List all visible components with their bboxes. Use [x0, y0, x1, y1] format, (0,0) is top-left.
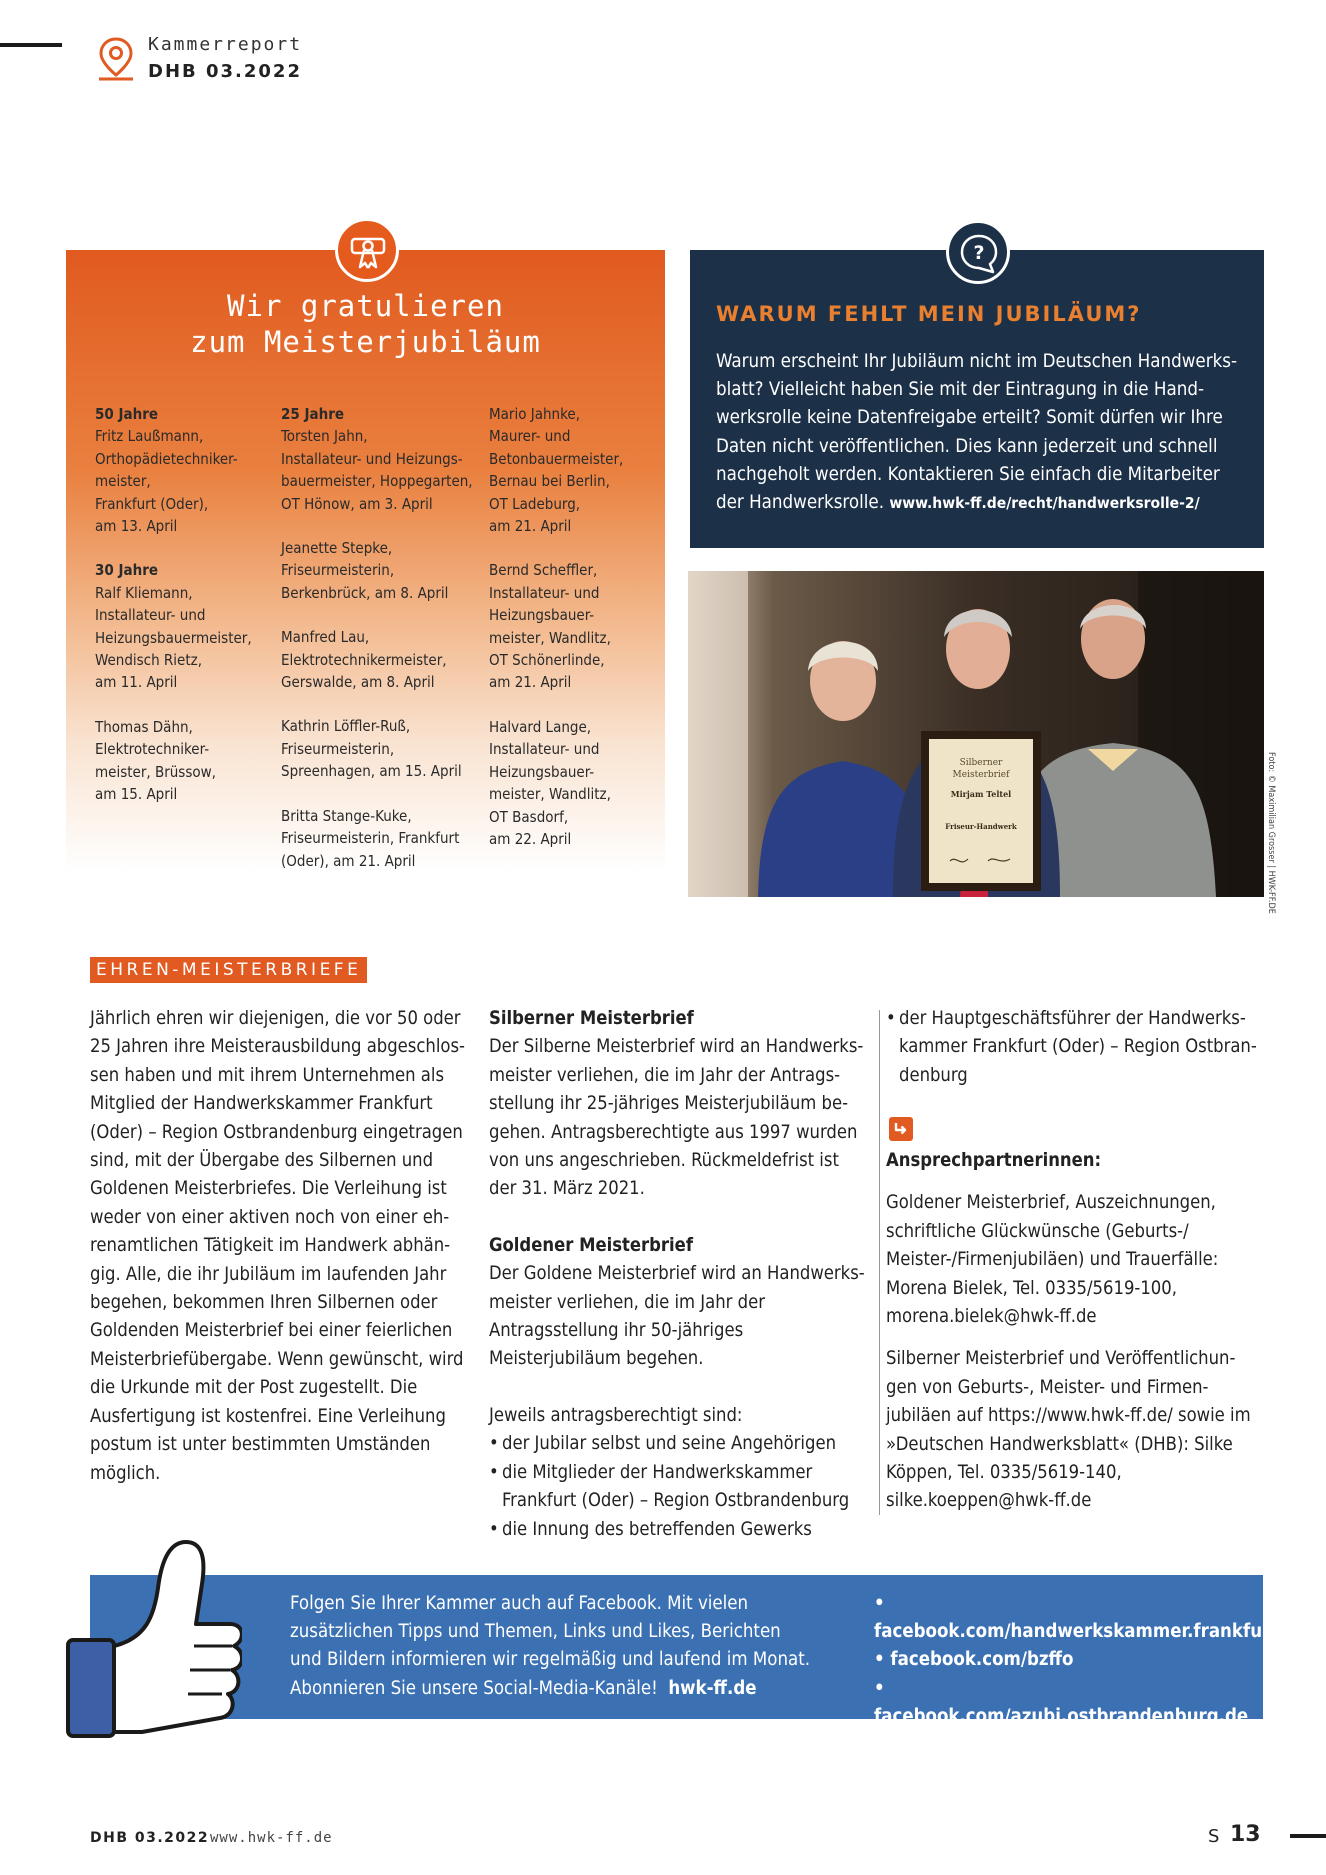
header-kicker: Kammerreport — [148, 34, 303, 55]
award-ceremony-illustration — [688, 571, 1264, 897]
jubilee-column-1 — [95, 403, 295, 828]
intro-column — [90, 1005, 470, 1488]
jubilee-column-3 — [489, 403, 689, 872]
photo-credit: Foto: © Maximilian Grosser | HWK-FF.DE — [1266, 752, 1276, 914]
jubilee-entry: Mario Jahnke, Maurer- und Betonbauermeister, Bernau bei Berlin, OT Ladeburg, am 21. April — [489, 405, 624, 536]
congrats-badge — [335, 218, 399, 282]
certificate-name: Mirjam Teltel — [950, 789, 1012, 799]
jubilee-entry: 25 Jahre Torsten Jahn, Installateur- und Heizungs- bauermeister, Hoppegarten, OT Hönow, am 3. April — [281, 405, 473, 513]
eligible-item: • die Innung des betreffenden Gewerks — [489, 1518, 812, 1540]
question-bubble-icon — [957, 231, 1001, 275]
gold-heading: Goldener Meisterbrief — [489, 1234, 693, 1256]
congrats-title: Wir gratulieren zum Meisterjubiläum — [190, 289, 541, 359]
jubilee-entry: Britta Stange-Kuke, Friseurmeisterin, Frankfurt (Oder), am 21. April — [281, 806, 460, 870]
section-label: EHREN-MEISTERBRIEFE — [90, 957, 367, 983]
contact-bielek: Goldener Meisterbrief, Auszeichnungen, schriftliche Glückwünsche (Geburts-/ Meister-/Firmenjubiläen) und Trauerfälle: Morena Bielek, Tel. 0335/5619-100, morena.bielek@hwk-ff.de — [886, 1192, 1219, 1328]
eligible-item: • die Mitglieder der Handwerkskammer Frankfurt (Oder) – Region Ostbrandenburg — [489, 1461, 850, 1512]
facebook-links — [874, 1590, 1279, 1731]
eligible-intro: Jeweils antragsberechtigt sind: — [489, 1404, 743, 1426]
arrow-icon — [889, 1117, 913, 1141]
intro-text: Jährlich ehren wir diejenigen, die vor 50 oder 25 Jahren ihre Meisterausbildung abgeschlossen haben und mit ihrem Unternehmen als Mitglied der Handwerkskammer Frankfurt (Oder) – Region Ostbrandenburg eingetragen sind, mit der Übergabe des Silbernen und Goldenen Meisterbriefes. Die Verleihung ist weder von einer aktiven noch von einer ehrenamtlichen Tätigkeit im Handwerk abhängig. Alle, die ihr Jubiläum im laufenden Jahr begehen, bekommen Ihren Silbernen oder Goldenden Meisterbrief bei einer feierlichen Meisterbriefübergabe. Wenn gewünscht, wird die Urkunde mit der Post zugestellt. Die Ausfertigung ist kostenfrei. Eine Verleihung postum ist unter bestimmten Umständen möglich. — [90, 1008, 465, 1484]
ribbon-icon — [348, 231, 388, 271]
contacts-block — [886, 1147, 1258, 1516]
faq-badge — [946, 220, 1010, 284]
eligible-item: • der Hauptgeschäftsführer der Handwerkskammer Frankfurt (Oder) – Region Ostbrandenburg — [886, 1008, 1257, 1086]
footer-page-prefix: S — [1208, 1826, 1220, 1847]
jubilee-entry: Thomas Dähn, Elektrotechniker- meister, Brüssow, am 15. April — [95, 717, 216, 804]
jubilee-entry: Halvard Lange, Installateur- und Heizungsbauer- meister, Wandlitz, OT Basdorf, am 22. April — [489, 717, 611, 848]
footer-issue: DHB 03.2022 — [90, 1830, 210, 1846]
facebook-text: Folgen Sie Ihrer Kammer auch auf Facebook. Mit vielen zusätzlichen Tipps und Themen, Links und Likes, Berichten und Bildern informieren wir regelmäßig und laufend im Monat. Abonnieren Sie unsere Social-Media-Kanäle! hwk-ff.de — [290, 1593, 811, 1699]
column-divider — [879, 1010, 880, 1515]
eligible-item: • der Jubilar selbst und seine Angehörigen — [489, 1433, 836, 1455]
jubilee-column-2 — [281, 403, 481, 894]
jubilee-entry: Kathrin Löffler-Ruß, Friseurmeisterin, Spreenhagen, am 15. April — [281, 717, 462, 781]
faq-text: Warum erscheint Ihr Jubiläum nicht im Deutschen Handwerksblatt? Vielleicht haben Sie mit der Eintragung in die Handwerksrolle keine Datenfreigabe erteilt? Somit dürfen wir Ihre Daten nicht veröffentlichen. Dies kann jederzeit und schnell nachgeholt werden. Kontaktieren Sie einfach die Mitarbeiter der Handwerksrolle. www.hwk-ff.de/recht/handwerksrolle-2/ — [716, 351, 1238, 514]
svg-text:?: ? — [973, 242, 985, 264]
certificate-title-1: Silberner — [959, 758, 1003, 768]
location-pin-icon — [96, 36, 136, 82]
header-rule — [0, 43, 62, 47]
jubilee-entry: 30 Jahre Ralf Kliemann, Installateur- und Heizungsbauermeister, Wendisch Rietz, am 11. April — [95, 561, 252, 692]
jubilee-entry: Jeanette Stepke, Friseurmeisterin, Berkenbrück, am 8. April — [281, 539, 449, 602]
facebook-link[interactable]: • facebook.com/bzffo — [874, 1649, 1074, 1671]
facebook-link[interactable]: • facebook.com/azubi.ostbrandenburg.de — [874, 1677, 1249, 1727]
footer-page-number: 13 — [1230, 1822, 1261, 1847]
silver-text: Der Silberne Meisterbrief wird an Handwerksmeister verliehen, die im Jahr der Antragsstellung ihr 25-jähriges Meisterjubiläum begehen. Antragsberechtigte aus 1997 wurden von uns angeschrieben. Rückmeldefrist ist der 31. März 2021. — [489, 1036, 864, 1200]
jubilee-entry: Bernd Scheffler, Installateur- und Heizungsbauer- meister, Wandlitz, OT Schönerlinde, am 21. April — [489, 561, 611, 692]
footer-rule — [1290, 1834, 1326, 1838]
header-issue: DHB 03.2022 — [148, 61, 302, 82]
handwerksrolle-link[interactable]: www.hwk-ff.de/recht/handwerksrolle-2/ — [889, 494, 1200, 513]
thumbs-up-icon — [62, 1528, 242, 1740]
middle-column — [489, 1005, 867, 1544]
gold-text: Der Goldene Meisterbrief wird an Handwerksmeister verliehen, die im Jahr der Antragsstellung ihr 50-jähriges Meisterjubiläum begehen. — [489, 1263, 865, 1370]
contact-koeppen: Silberner Meisterbrief und Veröffentlichungen von Geburts-, Meister- und Firmenjubiläen auf https://www.hwk-ff.de/ sowie im »Deutschen Handwerksblatt« (DHB): Silke Köppen, Tel. 0335/5619-140, silke.koeppen@hwk-ff.de — [886, 1348, 1251, 1512]
footer-url[interactable]: www.hwk-ff.de — [210, 1830, 333, 1846]
facebook-link[interactable]: • facebook.com/handwerkskammer.frankfurt — [874, 1593, 1279, 1643]
certificate-trade: Friseur-Handwerk — [945, 822, 1017, 831]
faq-title: WARUM FEHLT MEIN JUBILÄUM? — [716, 302, 1142, 326]
certificate-title-2: Meisterbrief — [952, 770, 1010, 780]
website-link[interactable]: hwk-ff.de — [668, 1677, 757, 1699]
silver-heading: Silberner Meisterbrief — [489, 1008, 694, 1029]
jubilee-entry: 50 Jahre Fritz Laußmann, Orthopädietechniker- meister, Frankfurt (Oder), am 13. April — [95, 405, 238, 536]
right-column — [886, 1005, 1258, 1090]
award-photo — [688, 571, 1264, 897]
jubilee-entry: Manfred Lau, Elektrotechnikermeister, Gerswalde, am 8. April — [281, 628, 447, 692]
contacts-heading: Ansprechpartnerinnen: — [886, 1150, 1102, 1171]
